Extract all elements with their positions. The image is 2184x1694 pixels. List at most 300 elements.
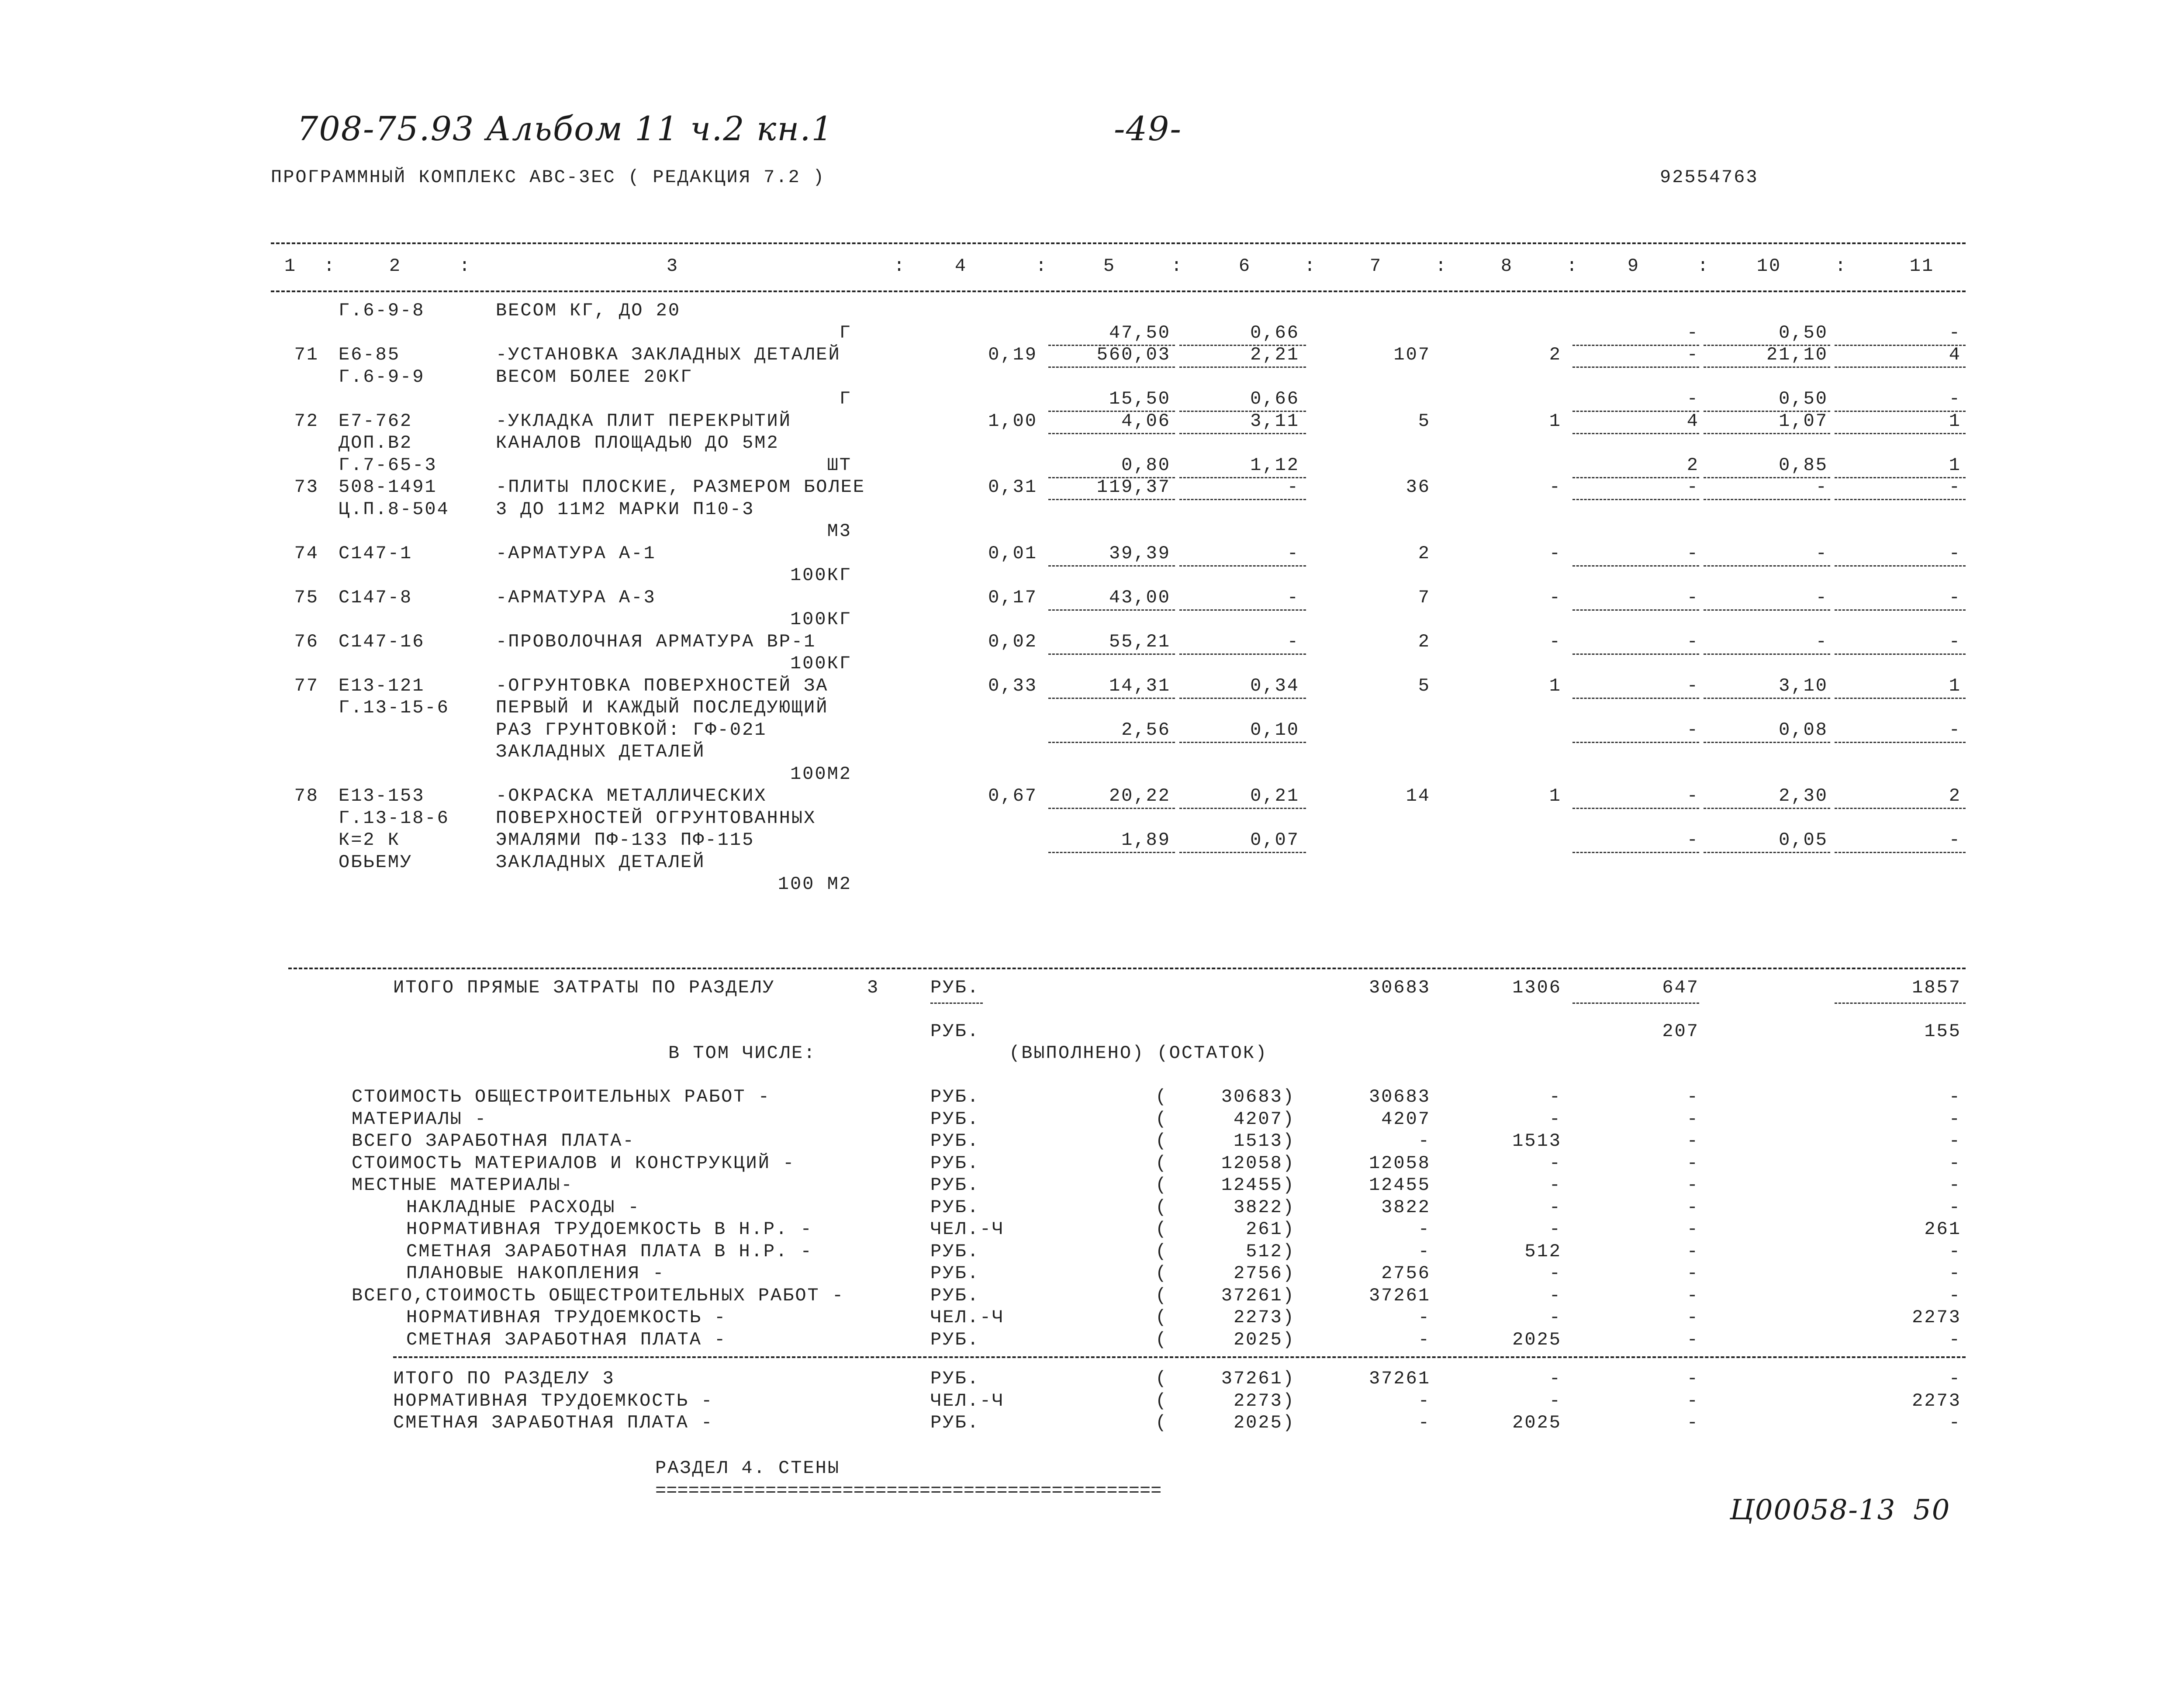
resource-code: Г.6-9-8: [339, 300, 425, 321]
cell-c10b: 0,05: [1779, 830, 1828, 850]
summary-rest: 4207: [1381, 1108, 1431, 1130]
summary-done: 1513): [1233, 1130, 1295, 1151]
cell-c9b: -: [1686, 830, 1699, 850]
cell-divider: [1572, 609, 1699, 611]
paren-open: (: [1155, 1130, 1168, 1151]
summary-done: 2025): [1233, 1412, 1295, 1433]
paren-open: (: [1155, 1390, 1168, 1411]
cell-c4: 0,01: [988, 543, 1037, 564]
cell-c4: 0,19: [988, 344, 1037, 365]
cell-c11b: -: [1949, 719, 1961, 740]
summary-c8: 512: [1524, 1241, 1562, 1262]
cell-c5: 20,22: [1109, 785, 1171, 806]
total-direct-c7: 30683: [1368, 977, 1431, 998]
summary-c8: -: [1549, 1263, 1562, 1284]
paren-open: (: [1155, 1307, 1168, 1328]
unit-of-measure: 100М2: [790, 763, 852, 785]
row-number: 77: [294, 675, 319, 696]
cell-divider: [1704, 742, 1830, 743]
cell-divider: [1179, 609, 1306, 611]
summary-c9: -: [1686, 1307, 1699, 1328]
cell-c9: -: [1686, 587, 1699, 608]
total-direct-section: 3: [867, 977, 880, 998]
cell-divider: [1179, 433, 1306, 434]
document-code: 92554763: [1660, 167, 1759, 188]
resource-code: Е6-85: [339, 344, 401, 365]
row-number: 74: [294, 543, 319, 564]
cell-c6b: 0,66: [1250, 322, 1299, 343]
summary-unit: РУБ.: [930, 1130, 980, 1151]
column-separator: :: [1835, 256, 1848, 277]
summary-c11: -: [1949, 1130, 1961, 1151]
summary-c9: -: [1686, 1086, 1699, 1107]
total-direct-c9b: 207: [1662, 1021, 1699, 1042]
summary-rest: -: [1418, 1219, 1431, 1240]
cell-divider: [1835, 698, 1966, 699]
summary-rest: -: [1418, 1412, 1431, 1433]
cell-c9b: 2: [1686, 454, 1699, 476]
cell-divider: [1179, 852, 1306, 853]
cell-divider: [1704, 609, 1830, 611]
cell-c8: -: [1549, 477, 1562, 498]
summary-c11: -: [1949, 1108, 1961, 1130]
cell-divider: [1572, 366, 1699, 368]
cell-c7: 2: [1418, 631, 1431, 652]
summary-c9: -: [1686, 1130, 1699, 1151]
cell-c11: -: [1949, 587, 1961, 608]
summary-c8: -: [1549, 1285, 1562, 1306]
unit-of-measure: 100 М2: [778, 874, 852, 895]
cell-c10b: 0,50: [1779, 388, 1828, 409]
summary-unit: РУБ.: [930, 1329, 980, 1350]
summary-done: 2756): [1233, 1263, 1295, 1284]
summary-c9: -: [1686, 1285, 1699, 1306]
work-description: 3 ДО 11М2 МАРКИ П10-3: [496, 498, 755, 520]
summary-rest: -: [1418, 1329, 1431, 1350]
cell-divider: [1048, 499, 1175, 500]
column-separator: :: [1304, 256, 1317, 277]
cell-c6: 0,34: [1250, 675, 1299, 696]
cell-c6: -: [1287, 543, 1299, 564]
summary-rest: 12058: [1368, 1152, 1431, 1174]
cell-divider: [1835, 742, 1966, 743]
cell-divider: [1835, 433, 1966, 434]
program-title: ПРОГРАММНЫЙ КОМПЛЕКС АВС-3ЕС ( РЕДАКЦИЯ 7.2 ): [271, 167, 826, 188]
summary-done: 30683): [1221, 1086, 1295, 1107]
cell-c10: 3,10: [1779, 675, 1828, 696]
cell-c8: -: [1549, 587, 1562, 608]
cell-c7: 14: [1406, 785, 1431, 806]
summary-rest: 3822: [1381, 1196, 1431, 1218]
summary-c11: 2273: [1912, 1307, 1961, 1328]
album-reference: 708-75.93 Альбом 11 ч.2 кн.1: [297, 109, 833, 148]
summary-unit: РУБ.: [930, 1086, 980, 1107]
cell-c8: -: [1549, 631, 1562, 652]
summary-label: НОРМАТИВНАЯ ТРУДОЕМКОСТЬ В Н.Р. -: [406, 1219, 813, 1240]
cell-c8: 1: [1549, 410, 1562, 432]
summary-rest: -: [1418, 1307, 1431, 1328]
summary-unit: РУБ.: [930, 1241, 980, 1262]
cell-divider: [1179, 742, 1306, 743]
cell-c5: 39,39: [1109, 543, 1171, 564]
work-description: ВЕСОМ КГ, ДО 20: [496, 300, 681, 321]
summary-c8: 1513: [1512, 1130, 1562, 1151]
unit-of-measure: 100КГ: [790, 653, 852, 674]
cell-divider: [1572, 698, 1699, 699]
summary-done: 3822): [1233, 1196, 1295, 1218]
column-number-3: 3: [666, 256, 679, 277]
summary-c11: -: [1949, 1329, 1961, 1350]
work-description: ЭМАЛЯМИ ПФ-133 ПФ-115: [496, 830, 755, 850]
cell-c6: -: [1287, 631, 1299, 652]
cell-c9: 4: [1686, 410, 1699, 432]
work-description: -АРМАТУРА А-3: [496, 587, 656, 608]
cell-c4: 0,02: [988, 631, 1037, 652]
summary-label: НАКЛАДНЫЕ РАСХОДЫ -: [406, 1196, 640, 1218]
column-number-6: 6: [1238, 256, 1251, 277]
cell-c11: -: [1949, 631, 1961, 652]
cell-divider: [1572, 808, 1699, 809]
summary-rest: 37261: [1368, 1285, 1431, 1306]
cell-divider: [1835, 808, 1966, 809]
resource-code: С147-16: [339, 631, 425, 652]
paren-open: (: [1155, 1175, 1168, 1196]
cell-c5b: 47,50: [1109, 322, 1171, 343]
total-direct-c9: 647: [1662, 977, 1699, 998]
summary-c9: -: [1686, 1108, 1699, 1130]
cell-c11: 4: [1949, 344, 1961, 365]
cell-divider: [1835, 1003, 1966, 1004]
summary-unit: ЧЕЛ.-Ч: [930, 1307, 1005, 1328]
work-description: -ПРОВОЛОЧНАЯ АРМАТУРА ВР-1: [496, 631, 816, 652]
summary-c8: 2025: [1512, 1412, 1562, 1433]
summary-label: СМЕТНАЯ ЗАРАБОТНАЯ ПЛАТА В Н.Р. -: [406, 1241, 813, 1262]
summary-unit: РУБ.: [930, 1152, 980, 1174]
summary-c8: -: [1549, 1152, 1562, 1174]
paren-open: (: [1155, 1285, 1168, 1306]
cell-divider: [1704, 653, 1830, 655]
summary-c8: -: [1549, 1175, 1562, 1196]
work-description: -УСТАНОВКА ЗАКЛАДНЫХ ДЕТАЛЕЙ: [496, 344, 841, 365]
summary-unit: ЧЕЛ.-Ч: [930, 1390, 1005, 1411]
cell-c10: 1,07: [1779, 410, 1828, 432]
column-separator: :: [1435, 256, 1448, 277]
cell-c9b: -: [1686, 322, 1699, 343]
summary-done: 2273): [1233, 1307, 1295, 1328]
cell-c10: -: [1815, 631, 1828, 652]
resource-code: С147-8: [339, 587, 413, 608]
cell-c11: -: [1949, 477, 1961, 498]
cell-c5: 119,37: [1096, 477, 1171, 498]
cell-divider: [1179, 499, 1306, 500]
cell-c6: -: [1287, 477, 1299, 498]
resource-code: Ц.П.8-504: [339, 498, 449, 520]
summary-c11: -: [1949, 1152, 1961, 1174]
summary-rest: 12455: [1368, 1175, 1431, 1196]
column-separator: :: [459, 256, 472, 277]
work-description: -ОКРАСКА МЕТАЛЛИЧЕСКИХ: [496, 785, 767, 806]
cell-divider: [1572, 1003, 1699, 1004]
work-description: ЗАКЛАДНЫХ ДЕТАЛЕЙ: [496, 851, 705, 873]
cell-c5: 43,00: [1109, 587, 1171, 608]
total-direct-label: ИТОГО ПРЯМЫЕ ЗАТРАТЫ ПО РАЗДЕЛУ: [393, 977, 775, 998]
cell-c5b: 0,80: [1121, 454, 1171, 476]
summary-c8: -: [1549, 1368, 1562, 1389]
cell-divider: [1048, 808, 1175, 809]
summary-c9: -: [1686, 1219, 1699, 1240]
paren-open: (: [1155, 1368, 1168, 1389]
work-description: ЗАКЛАДНЫХ ДЕТАЛЕЙ: [496, 741, 705, 762]
cell-c9: -: [1686, 477, 1699, 498]
resource-code: 508-1491: [339, 477, 437, 498]
resource-code: Г.13-18-6: [339, 807, 449, 829]
column-number-10: 10: [1756, 256, 1782, 277]
summary-rest: -: [1418, 1130, 1431, 1151]
cell-c11b: -: [1949, 388, 1961, 409]
column-number-7: 7: [1369, 256, 1382, 277]
summary-c11: -: [1949, 1285, 1961, 1306]
summary-c11: -: [1949, 1412, 1961, 1433]
cell-c6b: 0,07: [1250, 830, 1299, 850]
summary-label: НОРМАТИВНАЯ ТРУДОЕМКОСТЬ -: [393, 1390, 714, 1411]
cell-c10: -: [1815, 543, 1828, 564]
cell-c5: 14,31: [1109, 675, 1171, 696]
work-description: РАЗ ГРУНТОВКОЙ: ГФ-021: [496, 719, 767, 740]
resource-code: Г.6-9-9: [339, 366, 425, 387]
row-number: 76: [294, 631, 319, 652]
cell-c6: -: [1287, 587, 1299, 608]
cell-divider: [1704, 698, 1830, 699]
cell-c9: -: [1686, 543, 1699, 564]
cell-divider: [1179, 698, 1306, 699]
resource-code: С147-1: [339, 543, 413, 564]
summary-c9: -: [1686, 1412, 1699, 1433]
cell-c4: 0,31: [988, 477, 1037, 498]
summary-unit: РУБ.: [930, 1108, 980, 1130]
cell-divider: [1179, 565, 1306, 567]
summary-c11: 261: [1924, 1219, 1961, 1240]
cell-c6b: 0,66: [1250, 388, 1299, 409]
row-number: 71: [294, 344, 319, 365]
summary-c8: -: [1549, 1390, 1562, 1411]
column-number-2: 2: [389, 256, 402, 277]
summary-c11: -: [1949, 1175, 1961, 1196]
summary-c11: -: [1949, 1241, 1961, 1262]
cell-c10: -: [1815, 477, 1828, 498]
summary-done: 12455): [1221, 1175, 1295, 1196]
cell-divider: [1048, 609, 1175, 611]
work-description: КАНАЛОВ ПЛОЩАДЬЮ ДО 5М2: [496, 432, 779, 453]
work-description: ПЕРВЫЙ И КАЖДЫЙ ПОСЛЕДУЮЩИЙ: [496, 697, 829, 718]
cell-divider: [1835, 499, 1966, 500]
summary-c8: -: [1549, 1219, 1562, 1240]
cell-c5b: 1,89: [1121, 830, 1171, 850]
cell-c10: 21,10: [1766, 344, 1828, 365]
paren-open: (: [1155, 1263, 1168, 1284]
page-number: -49-: [1114, 109, 1182, 148]
unit-divider: [930, 1003, 983, 1004]
resource-code: ДОП.В2: [339, 432, 413, 453]
paren-open: (: [1155, 1086, 1168, 1107]
cell-c10: -: [1815, 587, 1828, 608]
cell-c5: 4,06: [1121, 410, 1171, 432]
stamp-sheet: 50: [1913, 1494, 1951, 1526]
cell-c11b: -: [1949, 322, 1961, 343]
paren-open: (: [1155, 1196, 1168, 1218]
summary-unit: РУБ.: [930, 1368, 980, 1389]
cell-c4: 0,33: [988, 675, 1037, 696]
cell-c7: 2: [1418, 543, 1431, 564]
paren-open: (: [1155, 1241, 1168, 1262]
resource-code: Е13-121: [339, 675, 425, 696]
column-separator: :: [1035, 256, 1048, 277]
column-separator: :: [323, 256, 336, 277]
summary-done: 12058): [1221, 1152, 1295, 1174]
cell-c8: 1: [1549, 675, 1562, 696]
stamp-code: Ц00058-13: [1730, 1494, 1896, 1526]
cell-c10b: 0,85: [1779, 454, 1828, 476]
work-description: ПОВЕРХНОСТЕЙ ОГРУНТОВАННЫХ: [496, 807, 816, 829]
summary-rest: 2756: [1381, 1263, 1431, 1284]
cell-divider: [1048, 742, 1175, 743]
work-description: ВЕСОМ БОЛЕЕ 20КГ: [496, 366, 693, 387]
summary-done: 261): [1246, 1219, 1295, 1240]
summary-c9: -: [1686, 1152, 1699, 1174]
summary-done: 37261): [1221, 1285, 1295, 1306]
paren-open: (: [1155, 1412, 1168, 1433]
summary-unit: РУБ.: [930, 1412, 980, 1433]
cell-divider: [1572, 433, 1699, 434]
resource-code: Г.13-15-6: [339, 697, 449, 718]
column-number-5: 5: [1103, 256, 1116, 277]
summary-c8: -: [1549, 1108, 1562, 1130]
work-description: -ОГРУНТОВКА ПОВЕРХНОСТЕЙ ЗА: [496, 675, 829, 696]
total-direct-c11b: 155: [1924, 1021, 1961, 1042]
summary-c11: -: [1949, 1196, 1961, 1218]
cell-c11b: -: [1949, 830, 1961, 850]
row-number: 78: [294, 785, 319, 806]
column-separator: :: [1171, 256, 1184, 277]
resource-code: Е13-153: [339, 785, 425, 806]
cell-divider: [1572, 742, 1699, 743]
total-direct-c11: 1857: [1912, 977, 1961, 998]
cell-c6: 0,21: [1250, 785, 1299, 806]
cell-c7: 5: [1418, 675, 1431, 696]
cell-c7: 5: [1418, 410, 1431, 432]
cell-c9b: -: [1686, 719, 1699, 740]
summary-label: ПЛАНОВЫЕ НАКОПЛЕНИЯ -: [406, 1263, 665, 1284]
header-rule-bottom: [271, 290, 1966, 292]
unit-of-measure: Г: [839, 388, 852, 409]
summary-c8: -: [1549, 1307, 1562, 1328]
column-number-11: 11: [1909, 256, 1935, 277]
summary-rest: -: [1418, 1390, 1431, 1411]
summary-label: МЕСТНЫЕ МАТЕРИАЛЫ-: [352, 1175, 574, 1196]
cell-c6: 2,21: [1250, 344, 1299, 365]
cell-c4: 0,17: [988, 587, 1037, 608]
summary-label: ИТОГО ПО РАЗДЕЛУ 3: [393, 1368, 615, 1389]
summary-rest: 37261: [1368, 1368, 1431, 1389]
cell-divider: [1704, 565, 1830, 567]
cell-c8: 1: [1549, 785, 1562, 806]
cell-divider: [1704, 366, 1830, 368]
cell-divider: [1179, 653, 1306, 655]
cell-c11: 1: [1949, 410, 1961, 432]
unit-of-measure: Г: [839, 322, 852, 343]
cell-divider: [1835, 366, 1966, 368]
cell-c7: 7: [1418, 587, 1431, 608]
summary-unit: РУБ.: [930, 1263, 980, 1284]
total-direct-unit: РУБ.: [930, 977, 980, 998]
summary-label: СМЕТНАЯ ЗАРАБОТНАЯ ПЛАТА -: [393, 1412, 714, 1433]
row-number: 75: [294, 587, 319, 608]
cell-c9: -: [1686, 785, 1699, 806]
cell-divider: [1704, 808, 1830, 809]
cell-c5b: 15,50: [1109, 388, 1171, 409]
summary-done: 2025): [1233, 1329, 1295, 1350]
cell-divider: [1572, 565, 1699, 567]
summary-c9: -: [1686, 1390, 1699, 1411]
next-section-title: РАЗДЕЛ 4. СТЕНЫ: [655, 1458, 840, 1479]
summary-c8: 2025: [1512, 1329, 1562, 1350]
summary-c9: -: [1686, 1241, 1699, 1262]
cell-divider: [1048, 852, 1175, 853]
cell-divider: [1704, 852, 1830, 853]
cell-c9: -: [1686, 675, 1699, 696]
summary-c11: -: [1949, 1263, 1961, 1284]
resource-code: ОБЬЕМУ: [339, 851, 413, 873]
work-description: -УКЛАДКА ПЛИТ ПЕРЕКРЫТИЙ: [496, 410, 791, 432]
summary-done: 2273): [1233, 1390, 1295, 1411]
cell-c10: 2,30: [1779, 785, 1828, 806]
cell-c6: 3,11: [1250, 410, 1299, 432]
cell-c9b: -: [1686, 388, 1699, 409]
cell-divider: [1835, 852, 1966, 853]
summary-rest: 30683: [1368, 1086, 1431, 1107]
unit-of-measure: 100КГ: [790, 565, 852, 586]
cell-divider: [1572, 852, 1699, 853]
column-number-4: 4: [954, 256, 968, 277]
next-section-underline: ==============================================: [655, 1480, 1162, 1501]
work-description: -ПЛИТЫ ПЛОСКИЕ, РАЗМЕРОМ БОЛЕЕ: [496, 477, 866, 498]
unit-of-measure: М3: [827, 521, 852, 542]
cell-divider: [1048, 433, 1175, 434]
summary-label: НОРМАТИВНАЯ ТРУДОЕМКОСТЬ -: [406, 1307, 727, 1328]
summary-label: МАТЕРИАЛЫ -: [352, 1108, 487, 1130]
cell-divider: [1179, 366, 1306, 368]
cell-c6b: 0,10: [1250, 719, 1299, 740]
section-total-rule: [393, 1356, 1966, 1358]
unit-of-measure: ШТ: [827, 454, 852, 476]
cell-c7: 107: [1393, 344, 1431, 365]
unit-of-measure: 100КГ: [790, 609, 852, 630]
cell-divider: [1835, 565, 1966, 567]
summary-c11: -: [1949, 1368, 1961, 1389]
cell-divider: [1704, 433, 1830, 434]
cell-divider: [1048, 366, 1175, 368]
cell-c9: -: [1686, 344, 1699, 365]
column-separator: :: [893, 256, 906, 277]
summary-rest: -: [1418, 1241, 1431, 1262]
cell-divider: [1048, 698, 1175, 699]
resource-code: К=2 К: [339, 830, 401, 850]
done-rest-legend: (ВЫПОЛНЕНО) (ОСТАТОК): [1009, 1043, 1268, 1064]
cell-c10b: 0,08: [1779, 719, 1828, 740]
cell-c8: 2: [1549, 344, 1562, 365]
summary-label: СТОИМОСТЬ МАТЕРИАЛОВ И КОНСТРУКЦИЙ -: [352, 1152, 795, 1174]
cell-divider: [1048, 653, 1175, 655]
summary-unit: РУБ.: [930, 1285, 980, 1306]
